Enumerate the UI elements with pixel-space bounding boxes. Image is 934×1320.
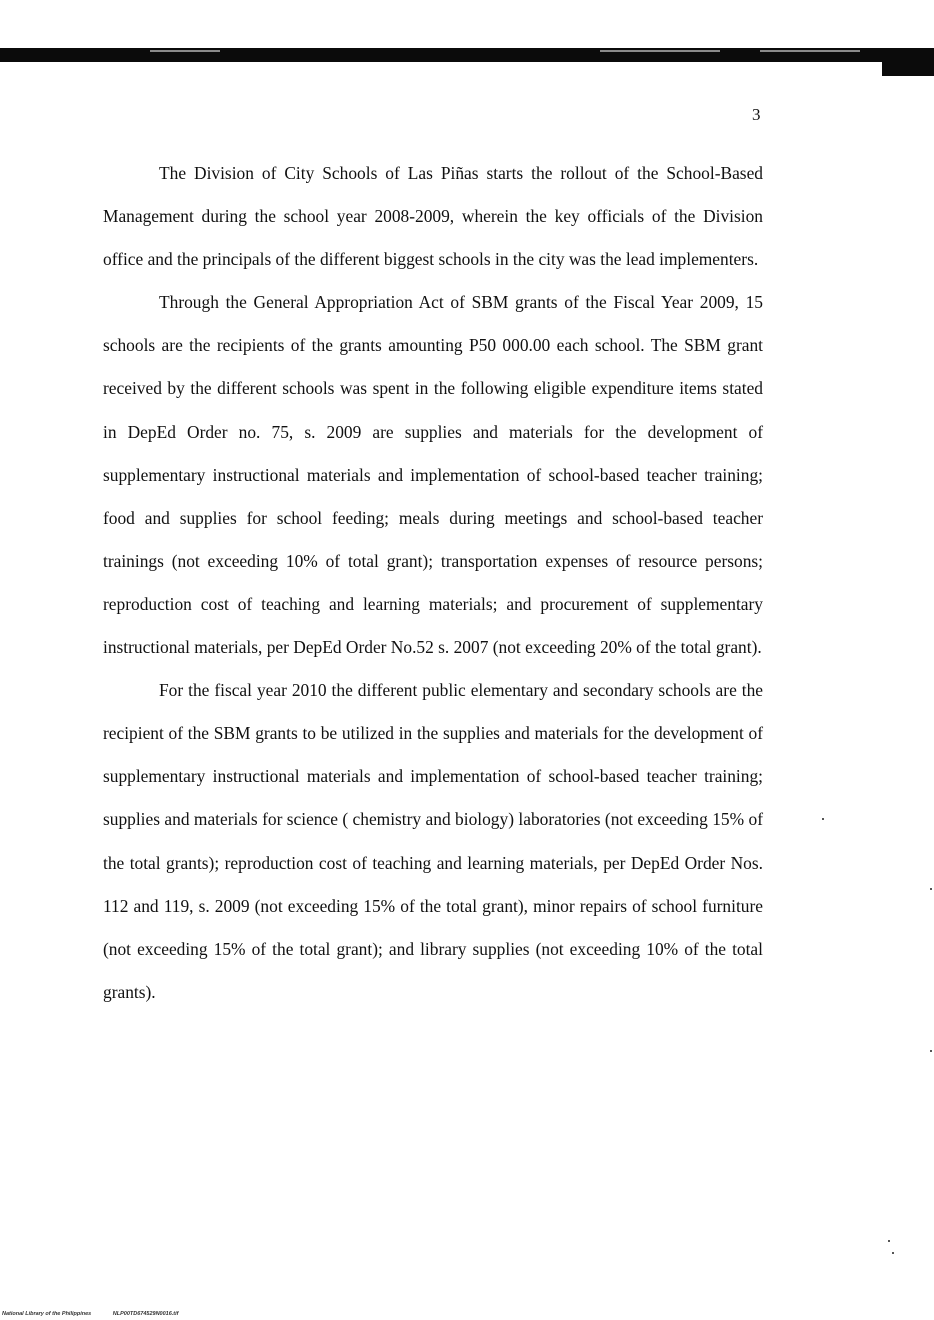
paragraph-1: The Division of City Schools of Las Piñas starts the rollout of the School-Based Management during the school year 2008-2009, wherein the key officials of the Division office and the principals of the different biggest schools in the city was the lead implementers. bbox=[103, 163, 763, 270]
scan-speckle bbox=[760, 50, 860, 52]
paragraph-2: Through the General Appropriation Act of SBM grants of the Fiscal Year 2009, 15 schools are the recipients of the grants amounting P50 000.00 each school. The SBM grant received by the different schools was spent in the following eligible expenditure items stated in DepEd Order no. 75, s. 2009 are supplies and materials for the development of supplementary instructional materials and implementation of school-based teacher training; food and supplies for school feeding; meals during meetings and school-based teacher trainings (not exceeding 10% of total grant); transportation expenses of resource persons; reproduction cost of teaching and learning materials; and procurement of supplementary instructional materials, per DepEd Order No.52 s. 2007 (not exceeding 20% of the total grant). bbox=[103, 292, 763, 658]
scan-artifact-dot bbox=[888, 1240, 890, 1242]
scan-artifact-dot bbox=[930, 888, 932, 890]
scan-speckle bbox=[150, 50, 220, 52]
footer-code: NLP00TD674529N0016.tif bbox=[112, 1311, 179, 1317]
footer-library: National Library of the Philippines bbox=[2, 1311, 92, 1317]
scan-artifact-dot bbox=[822, 818, 824, 820]
scan-speckle bbox=[600, 50, 720, 52]
scan-artifact-dot bbox=[930, 1050, 932, 1052]
document-body bbox=[103, 152, 763, 1014]
scan-top-border-tail bbox=[882, 56, 934, 76]
page-number: 3 bbox=[752, 105, 761, 124]
paragraph-3: For the fiscal year 2010 the different public elementary and secondary schools are the recipient of the SBM grants to be utilized in the supplies and materials for the development of supplementary instructional materials and implementation of school-based teacher training; supplies and materials for science ( chemistry and biology) laboratories (not exceeding 15% of the total grants); reproduction cost of teaching and learning materials, per DepEd Order Nos. 112 and 119, s. 2009 (not exceeding 15% of the total grant), minor repairs of school furniture (not exceeding 15% of the total grant); and library supplies (not exceeding 10% of the total grants). bbox=[103, 680, 763, 1002]
scan-footer-credit bbox=[2, 1311, 179, 1317]
scan-artifact-dot bbox=[892, 1252, 894, 1254]
